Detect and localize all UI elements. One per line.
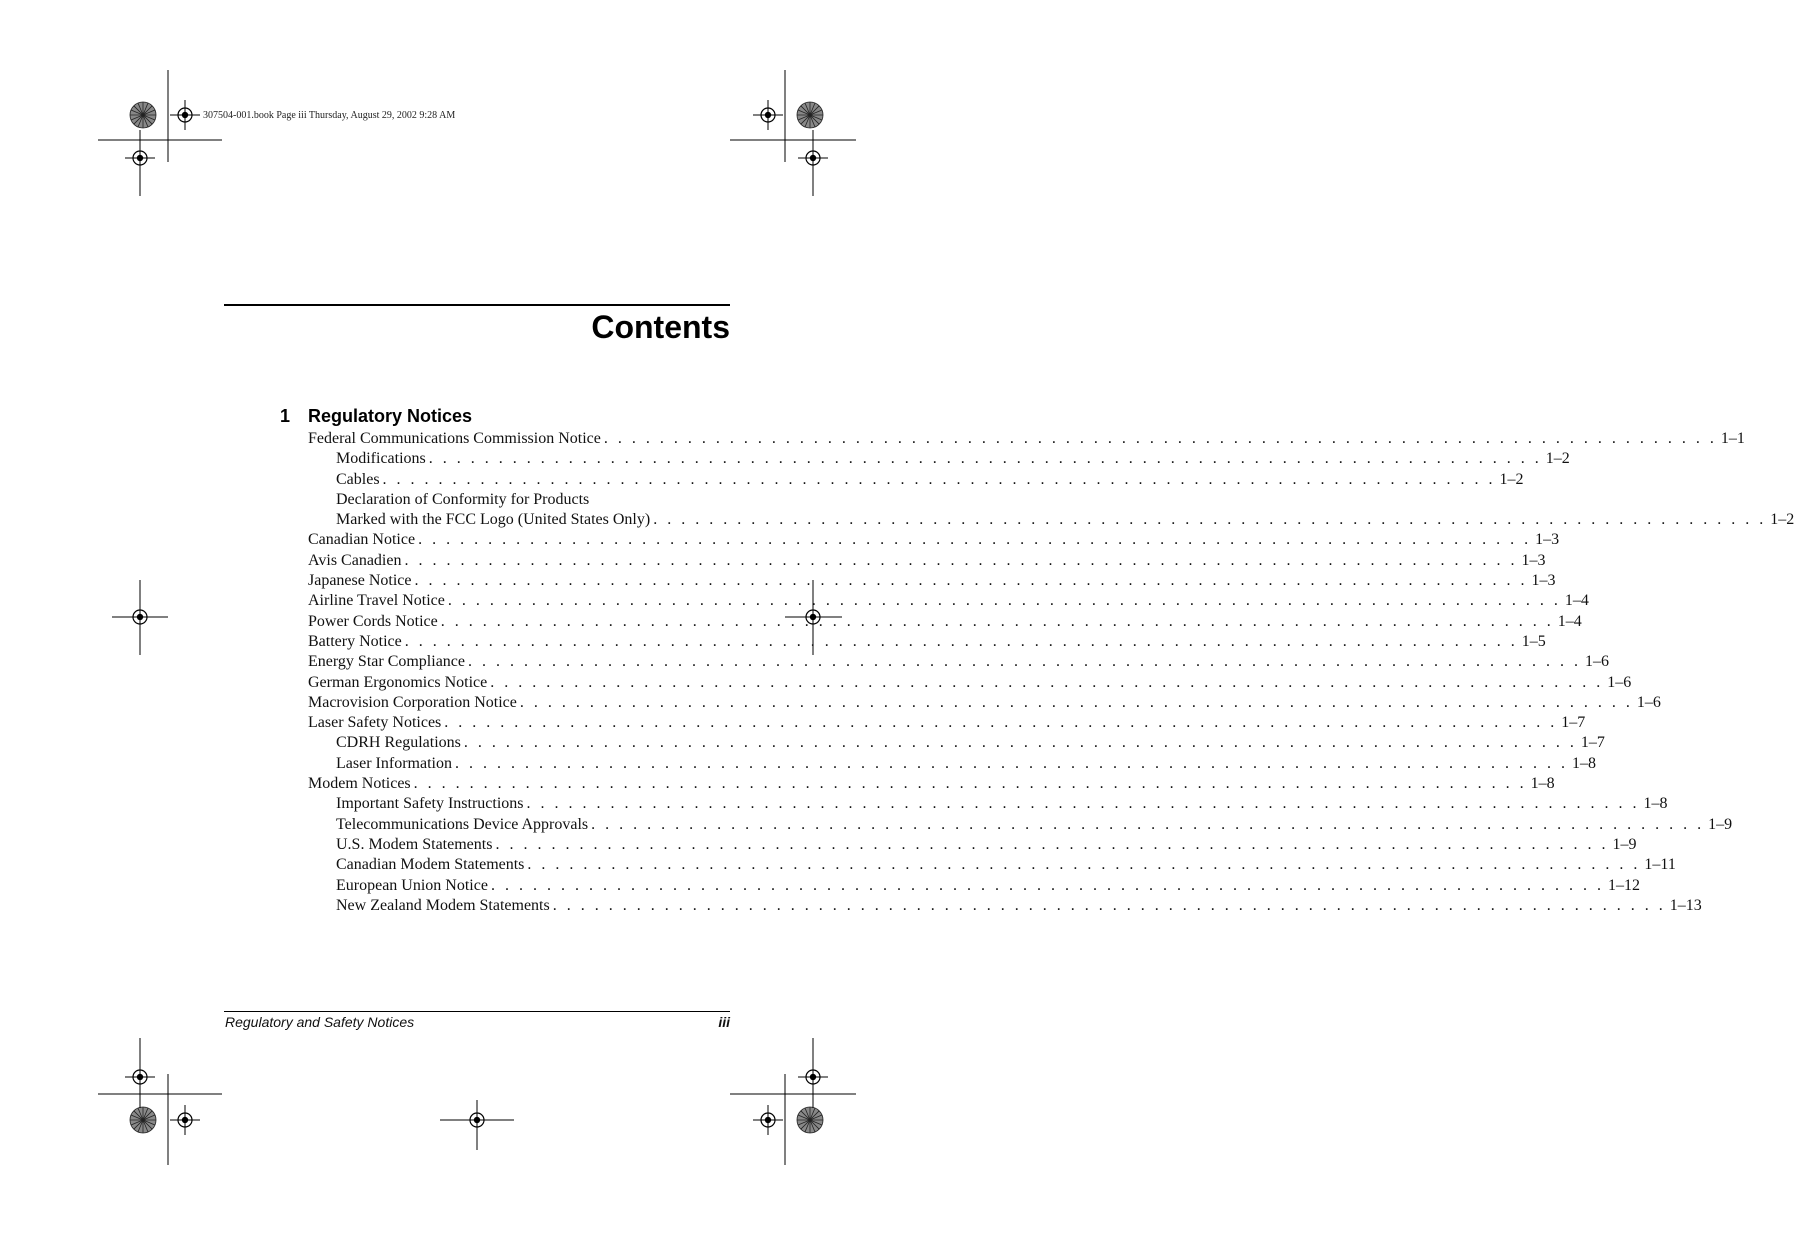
toc-entry-label: Macrovision Corporation Notice bbox=[308, 693, 517, 711]
toc-entry-page: 1–13 bbox=[1669, 896, 1702, 914]
toc-list bbox=[308, 429, 1794, 916]
toc-entry[interactable] bbox=[308, 612, 1582, 632]
toc-entry-label: Declaration of Conformity for Products bbox=[336, 490, 590, 508]
registration-mark-icon bbox=[753, 1105, 783, 1135]
toc-entry-page: 1–4 bbox=[1564, 592, 1589, 610]
chapter-number: 1 bbox=[280, 406, 291, 426]
registration-mark-icon bbox=[170, 100, 200, 130]
toc-entry-page: 1–12 bbox=[1607, 876, 1640, 894]
toc-entry-page: 1–2 bbox=[1499, 470, 1524, 488]
toc-dot-leader: . . . . . . . . . . . . . . . . . . . . . . . . . . . . . . . . . . . . . . . . . . . . . . . . . . . . . . . . . . . . . . . . . . . . . . . . . . . . . . . . bbox=[490, 876, 1604, 894]
toc-dot-leader: . . . . . . . . . . . . . . . . . . . . . . . . . . . . . . . . . . . . . . . . . . . . . . . . . . . . . . . . . . . . . . . . . . . . . . . . . . . . . . . . bbox=[440, 612, 1554, 630]
toc-entry[interactable] bbox=[308, 896, 1702, 916]
toc-entry-page: 1–4 bbox=[1557, 612, 1582, 630]
toc-entry-page: 1–11 bbox=[1644, 856, 1676, 874]
starburst-target-icon bbox=[130, 1107, 156, 1133]
toc-dot-leader: . . . . . . . . . . . . . . . . . . . . . . . . . . . . . . . . . . . . . . . . . . . . . . . . . . . . . . . . . . . . . . . . . . . . . . . . . . . . . . . . bbox=[603, 430, 1717, 447]
chapter-title: Regulatory Notices bbox=[308, 406, 473, 426]
toc-entry-page: 1–9 bbox=[1708, 815, 1733, 833]
toc-dot-leader: . . . . . . . . . . . . . . . . . . . . . . . . . . . . . . . . . . . . . . . . . . . . . . . . . . . . . . . . . . . . . . . . . . . . . . . . . . . . . . . . bbox=[447, 592, 1561, 610]
toc-dot-leader: . . . . . . . . . . . . . . . . . . . . . . . . . . . . . . . . . . . . . . . . . . . . . . . . . . . . . . . . . . . . . . . . . . . . . . . . . . . . . . . . bbox=[444, 714, 1558, 732]
print-slug: 307504-001.book Page iii Thursday, August 29, 2002 9:28 AM bbox=[203, 110, 456, 121]
toc-entry[interactable] bbox=[308, 815, 1733, 835]
toc-entry[interactable] bbox=[308, 693, 1661, 713]
toc-dot-leader: . . . . . . . . . . . . . . . . . . . . . . . . . . . . . . . . . . . . . . . . . . . . . . . . . . . . . . . . . . . . . . . . . . . . . . . . . . . . . . . . bbox=[414, 572, 1528, 590]
toc-dot-leader: . . . . . . . . . . . . . . . . . . . . . . . . . . . . . . . . . . . . . . . . . . . . . . . . . . . . . . . . . . . . . . . . . . . . . . . . . . . . . . . . bbox=[413, 775, 1527, 793]
toc-entry-page: 1–9 bbox=[1612, 835, 1637, 853]
toc-entry-page: 1–2 bbox=[1770, 511, 1794, 529]
toc-entry-label: Avis Canadien bbox=[308, 551, 402, 569]
toc-entry[interactable] bbox=[308, 591, 1589, 611]
footer-rule bbox=[224, 1011, 730, 1012]
starburst-target-icon bbox=[797, 1107, 823, 1133]
toc-entry[interactable] bbox=[308, 794, 1668, 814]
footer-page-number: iii bbox=[718, 1014, 730, 1030]
toc-entry-label: Battery Notice bbox=[308, 632, 402, 650]
toc-dot-leader: . . . . . . . . . . . . . . . . . . . . . . . . . . . . . . . . . . . . . . . . . . . . . . . . . . . . . . . . . . . . . . . . . . . . . . . . . . . . . . . . bbox=[519, 693, 1633, 711]
registration-mark-icon bbox=[170, 1105, 200, 1135]
toc-entry-page: 1–5 bbox=[1521, 632, 1546, 650]
toc-entry-page: 1–8 bbox=[1571, 754, 1596, 772]
toc-dot-leader: . . . . . . . . . . . . . . . . . . . . . . . . . . . . . . . . . . . . . . . . . . . . . . . . . . . . . . . . . . . . . . . . . . . . . . . . . . . . . . . . bbox=[404, 551, 1518, 569]
toc-entry[interactable] bbox=[308, 855, 1676, 875]
toc-entry-label: U.S. Modem Statements bbox=[336, 835, 493, 853]
toc-entry[interactable] bbox=[308, 551, 1546, 571]
toc-entry-page: 1–3 bbox=[1521, 551, 1546, 569]
toc-dot-leader: . . . . . . . . . . . . . . . . . . . . . . . . . . . . . . . . . . . . . . . . . . . . . . . . . . . . . . . . . . . . . . . . . . . . . . . . . . . . . . . . bbox=[404, 632, 1518, 650]
toc-entry-label: European Union Notice bbox=[336, 876, 488, 894]
toc-entry-label: Airline Travel Notice bbox=[308, 592, 445, 610]
toc-entry-page: 1–1 bbox=[1720, 430, 1745, 447]
toc-dot-leader: . . . . . . . . . . . . . . . . . . . . . . . . . . . . . . . . . . . . . . . . . . . . . . . . . . . . . . . . . . . . . . . . . . . . . . . . . . . . . . . . bbox=[591, 815, 1705, 833]
starburst-target-icon bbox=[797, 102, 823, 128]
toc-entry-page: 1–6 bbox=[1607, 673, 1632, 691]
toc-entry-label: German Ergonomics Notice bbox=[308, 673, 488, 691]
toc-entry-label: New Zealand Modem Statements bbox=[336, 896, 550, 914]
page-title: Contents bbox=[591, 309, 730, 345]
toc-entry-page: 1–6 bbox=[1585, 653, 1609, 671]
footer-book-title: Regulatory and Safety Notices bbox=[225, 1014, 415, 1030]
toc-entry[interactable] bbox=[308, 774, 1555, 794]
toc-entry[interactable] bbox=[308, 470, 1524, 490]
toc-entry-label: Canadian Modem Statements bbox=[336, 856, 525, 874]
toc-entry-label: CDRH Regulations bbox=[336, 734, 461, 752]
toc-entry[interactable] bbox=[308, 429, 1745, 449]
toc-entry-label: Modem Notices bbox=[308, 775, 411, 793]
toc-entry[interactable] bbox=[308, 449, 1570, 469]
toc-entry[interactable] bbox=[308, 571, 1556, 591]
toc-dot-leader: . . . . . . . . . . . . . . . . . . . . . . . . . . . . . . . . . . . . . . . . . . . . . . . . . . . . . . . . . . . . . . . . . . . . . . . . . . . . . . . . bbox=[454, 754, 1568, 772]
toc-entry-page: 1–7 bbox=[1561, 714, 1586, 732]
toc-entry[interactable] bbox=[308, 490, 730, 510]
toc-entry-label: Federal Communications Commission Notice bbox=[308, 430, 601, 447]
toc-entry-label: Power Cords Notice bbox=[308, 612, 438, 630]
toc-entry[interactable] bbox=[308, 754, 1596, 774]
toc-entry-label: Laser Safety Notices bbox=[308, 714, 442, 732]
chapter-heading[interactable] bbox=[280, 406, 472, 427]
toc-entry-label: Marked with the FCC Logo (United States Only) bbox=[336, 511, 651, 529]
toc-dot-leader: . . . . . . . . . . . . . . . . . . . . . . . . . . . . . . . . . . . . . . . . . . . . . . . . . . . . . . . . . . . . . . . . . . . . . . . . . . . . . . . . bbox=[653, 511, 1767, 529]
toc-entry[interactable] bbox=[308, 673, 1632, 693]
toc-entry-label: Telecommunications Device Approvals bbox=[336, 815, 589, 833]
title-rule bbox=[224, 304, 730, 306]
starburst-target-icon bbox=[130, 102, 156, 128]
toc-entry-label: Cables bbox=[336, 470, 380, 488]
toc-entry-page: 1–3 bbox=[1531, 572, 1556, 590]
toc-dot-leader: . . . . . . . . . . . . . . . . . . . . . . . . . . . . . . . . . . . . . . . . . . . . . . . . . . . . . . . . . . . . . . . . . . . . . . . . . . . . . . . . bbox=[428, 450, 1542, 468]
toc-entry-label: Laser Information bbox=[336, 754, 452, 772]
toc-entry-page: 1–8 bbox=[1643, 795, 1668, 813]
toc-dot-leader: . . . . . . . . . . . . . . . . . . . . . . . . . . . . . . . . . . . . . . . . . . . . . . . . . . . . . . . . . . . . . . . . . . . . . . . . . . . . . . . . bbox=[552, 896, 1666, 914]
toc-dot-leader: . . . . . . . . . . . . . . . . . . . . . . . . . . . . . . . . . . . . . . . . . . . . . . . . . . . . . . . . . . . . . . . . . . . . . . . . . . . . . . . . bbox=[418, 531, 1532, 549]
toc-entry[interactable] bbox=[308, 713, 1586, 733]
toc-entry-label: Modifications bbox=[336, 450, 426, 468]
toc-dot-leader: . . . . . . . . . . . . . . . . . . . . . . . . . . . . . . . . . . . . . . . . . . . . . . . . . . . . . . . . . . . . . . . . . . . . . . . . . . . . . . . . bbox=[495, 835, 1609, 853]
toc-entry[interactable] bbox=[308, 510, 1794, 530]
toc-entry[interactable] bbox=[308, 530, 1560, 550]
toc-dot-leader: . . . . . . . . . . . . . . . . . . . . . . . . . . . . . . . . . . . . . . . . . . . . . . . . . . . . . . . . . . . . . . . . . . . . . . . . . . . . . . . . bbox=[468, 653, 1581, 671]
toc-dot-leader: . . . . . . . . . . . . . . . . . . . . . . . . . . . . . . . . . . . . . . . . . . . . . . . . . . . . . . . . . . . . . . . . . . . . . . . . . . . . . . . . bbox=[526, 795, 1640, 813]
toc-entry-page: 1–7 bbox=[1580, 734, 1605, 752]
toc-dot-leader: . . . . . . . . . . . . . . . . . . . . . . . . . . . . . . . . . . . . . . . . . . . . . . . . . . . . . . . . . . . . . . . . . . . . . . . . . . . . . . . . bbox=[382, 470, 1496, 488]
toc-dot-leader: . . . . . . . . . . . . . . . . . . . . . . . . . . . . . . . . . . . . . . . . . . . . . . . . . . . . . . . . . . . . . . . . . . . . . . . . . . . . . . . . bbox=[527, 856, 1641, 874]
toc-entry-label: Canadian Notice bbox=[308, 531, 416, 549]
toc-entry-page: 1–3 bbox=[1535, 531, 1560, 549]
toc-dot-leader: . . . . . . . . . . . . . . . . . . . . . . . . . . . . . . . . . . . . . . . . . . . . . . . . . . . . . . . . . . . . . . . . . . . . . . . . . . . . . . . . bbox=[463, 734, 1577, 752]
toc-entry-label: Important Safety Instructions bbox=[336, 795, 524, 813]
registration-mark-icon bbox=[753, 100, 783, 130]
toc-entry[interactable] bbox=[308, 652, 1609, 672]
toc-entry-label: Japanese Notice bbox=[308, 572, 412, 590]
toc-entry-page: 1–2 bbox=[1545, 450, 1570, 468]
toc-entry-page: 1–6 bbox=[1636, 693, 1661, 711]
toc-entry-label: Energy Star Compliance bbox=[308, 653, 465, 671]
toc-entry[interactable] bbox=[308, 835, 1637, 855]
toc-dot-leader: . . . . . . . . . . . . . . . . . . . . . . . . . . . . . . . . . . . . . . . . . . . . . . . . . . . . . . . . . . . . . . . . . . . . . . . . . . . . . . . . bbox=[490, 673, 1604, 691]
toc-entry-page: 1–8 bbox=[1530, 775, 1555, 793]
toc-entry[interactable] bbox=[308, 733, 1605, 753]
toc-entry[interactable] bbox=[308, 876, 1640, 896]
toc-entry[interactable] bbox=[308, 632, 1546, 652]
